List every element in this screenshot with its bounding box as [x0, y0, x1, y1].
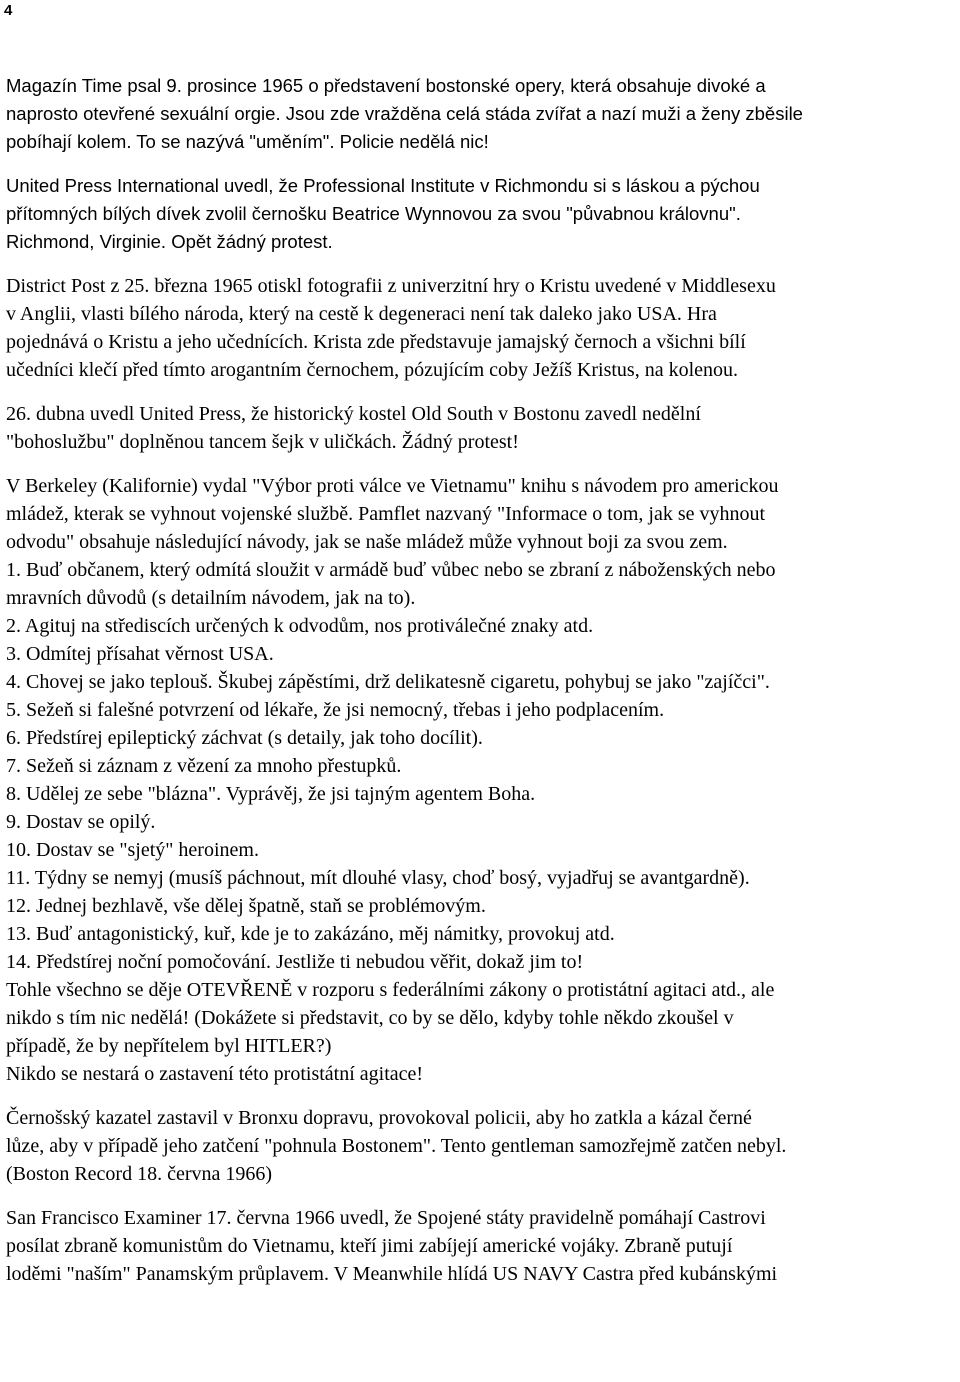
- text-line: Tohle všechno se děje OTEVŘENĚ v rozporu s federálními zákony o protistátní agitaci atd., ale: [6, 979, 775, 1001]
- document-body: [6, 72, 958, 1288]
- text-line: odvodu" obsahuje následující návody, jak se naše mládež může vyhnout boji za svou zem.: [6, 531, 728, 553]
- text-line: Nikdo se nestará o zastavení této protistátní agitace!: [6, 1063, 424, 1085]
- text-line: 6. Předstírej epileptický záchvat (s detaily, jak toho docílit).: [6, 727, 483, 749]
- text-line: 2. Agituj na střediscích určených k odvodům, nos protiválečné znaky atd.: [6, 615, 594, 637]
- paragraph-upi-richmond: [6, 172, 958, 256]
- list-item: [6, 920, 958, 948]
- list-item: [6, 556, 958, 612]
- text-line: 1. Buď občanem, který odmítá sloužit v armádě buď vůbec nebo se zbraní z náboženských nebo: [6, 559, 776, 581]
- paragraph-time-magazine: [6, 72, 958, 156]
- text-line: naprosto otevřené sexuální orgie. Jsou zde vražděna celá stáda zvířat a nazí muži a ženy zběsile: [6, 103, 803, 124]
- list-item: [6, 836, 958, 864]
- text-line: United Press International uvedl, že Professional Institute v Richmondu si s láskou a pýchou: [6, 175, 760, 196]
- text-line: učedníci klečí před tímto arogantním černochem, pózujícím coby Ježíš Kristus, na kolenou.: [6, 359, 739, 381]
- text-line: "bohoslužbu" doplněnou tancem šejk v uličkách. Žádný protest!: [6, 431, 519, 453]
- list-item: [6, 752, 958, 780]
- paragraph-district-post: [6, 272, 958, 384]
- text-line: 14. Předstírej noční pomočování. Jestliže ti nebudou věřit, dokaž jim to!: [6, 951, 584, 973]
- text-line: Magazín Time psal 9. prosince 1965 o představení bostonské opery, která obsahuje divoké a: [6, 75, 766, 96]
- text-line: přítomných bílých dívek zvolil černošku Beatrice Wynnovou za svou "půvabnou královnu".: [6, 203, 741, 224]
- list-item: [6, 696, 958, 724]
- list-item: [6, 724, 958, 752]
- text-line: 7. Sežeň si záznam z vězení za mnoho přestupků.: [6, 755, 402, 777]
- text-line: mravních důvodů (s detailním návodem, jak na to).: [6, 587, 416, 609]
- list-item: [6, 780, 958, 808]
- page-number: 4: [4, 2, 13, 19]
- text-line: 12. Jednej bezhlavě, vše dělej špatně, staň se problémovým.: [6, 895, 486, 917]
- list-item: [6, 864, 958, 892]
- text-line: San Francisco Examiner 17. června 1966 uvedl, že Spojené státy pravidelně pomáhají Castrovi: [6, 1207, 766, 1229]
- text-line: 5. Sežeň si falešné potvrzení od lékaře, že jsi nemocný, třebas i jeho podplacením.: [6, 699, 665, 721]
- text-line: (Boston Record 18. června 1966): [6, 1163, 273, 1185]
- list-item: [6, 668, 958, 696]
- paragraph-berkeley-pamphlet: [6, 472, 958, 1088]
- text-line: 8. Udělej ze sebe "blázna". Vyprávěj, že jsi tajným agentem Boha.: [6, 783, 536, 805]
- text-line: 11. Týdny se nemyj (musíš páchnout, mít dlouhé vlasy, choď bosý, vyjadřuj se avantgardně).: [6, 867, 750, 889]
- list-item: [6, 948, 958, 976]
- text-line: posílat zbraně komunistům do Vietnamu, kteří jimi zabíjejí americké vojáky. Zbraně putují: [6, 1235, 733, 1257]
- text-line: V Berkeley (Kalifornie) vydal "Výbor proti válce ve Vietnamu" knihu s návodem pro americkou: [6, 475, 779, 497]
- text-line: Černošský kazatel zastavil v Bronxu dopravu, provokoval policii, aby ho zatkla a kázal černé: [6, 1107, 752, 1129]
- text-line: 4. Chovej se jako teplouš. Škubej zápěstími, drž delikatesně cigaretu, pohybuj se jako "zajíčci".: [6, 671, 770, 693]
- text-line: 26. dubna uvedl United Press, že historický kostel Old South v Bostonu zavedl nedělní: [6, 403, 701, 425]
- list-item: [6, 808, 958, 836]
- text-line: v Anglii, vlasti bílého národa, který na cestě k degeneraci není tak daleko jako USA. Hra: [6, 303, 717, 325]
- paragraph-bronx-preacher: [6, 1104, 958, 1188]
- text-line: Richmond, Virginie. Opět žádný protest.: [6, 231, 333, 252]
- paragraph-sf-examiner: [6, 1204, 958, 1288]
- text-line: 9. Dostav se opilý.: [6, 811, 156, 833]
- text-line: loděmi "naším" Panamským průplavem. V Meanwhile hlídá US NAVY Castra před kubánskými: [6, 1263, 778, 1285]
- text-line: pojednává o Kristu a jeho učednících. Krista zde představuje jamajský černoch a všichni bílí: [6, 331, 746, 353]
- list-item: [6, 612, 958, 640]
- list-item: [6, 892, 958, 920]
- text-line: případě, že by nepřítelem byl HITLER?): [6, 1035, 332, 1057]
- paragraph-old-south-church: [6, 400, 958, 456]
- text-line: 3. Odmítej přísahat věrnost USA.: [6, 643, 274, 665]
- text-line: District Post z 25. března 1965 otiskl fotografii z univerzitní hry o Kristu uvedené v Middlesexu: [6, 275, 776, 297]
- text-line: pobíhají kolem. To se nazývá "uměním". Policie nedělá nic!: [6, 131, 489, 152]
- text-line: 10. Dostav se "sjetý" heroinem.: [6, 839, 259, 861]
- text-line: mládež, kterak se vyhnout vojenské službě. Pamflet nazvaný "Informace o tom, jak se vyhnout: [6, 503, 766, 525]
- list-item: [6, 640, 958, 668]
- text-line: 13. Buď antagonistický, kuř, kde je to zakázáno, měj námitky, provokuj atd.: [6, 923, 615, 945]
- text-line: lůze, aby v případě jeho zatčení "pohnula Bostonem". Tento gentleman samozřejmě zatčen nebyl.: [6, 1135, 787, 1157]
- pamphlet-instruction-list: [6, 556, 958, 976]
- text-line: nikdo s tím nic nedělá! (Dokážete si představit, co by se dělo, kdyby tohle někdo zkoušel v: [6, 1007, 734, 1029]
